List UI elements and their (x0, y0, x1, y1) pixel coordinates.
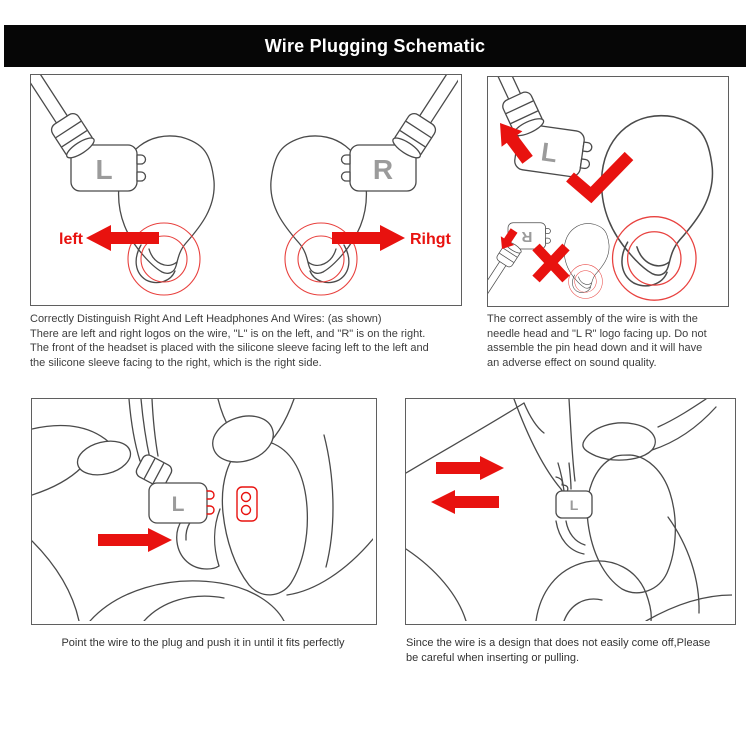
push-hand-drawing (32, 399, 373, 621)
header-bar (4, 25, 746, 67)
right-plug-letter: R (372, 154, 394, 185)
panel-assembly-illustration (487, 76, 729, 307)
pull-plug-letter: L (569, 497, 579, 513)
left-plug-drawing (31, 75, 145, 191)
panel-push-illustration (31, 398, 377, 625)
page-title: Wire Plugging Schematic (264, 35, 486, 56)
distinguish-earbuds-drawing (31, 75, 458, 302)
push-plug-drawing (149, 483, 214, 523)
push-caption: Point the wire to the plug and push it in until it fits perfectly (61, 637, 345, 649)
description-line: There are left and right logos on the wire, "L" is on the left, and "R" is on the right. (30, 327, 426, 340)
assembly-drawing (488, 77, 725, 303)
assembly-description (487, 312, 733, 370)
wrong-earbud-drawing (564, 224, 609, 299)
description-line: an adverse effect on sound quality. (487, 356, 657, 369)
fingertip-drawing (207, 408, 280, 469)
pull-arrow-icon (431, 490, 499, 514)
left-direction-arrow-icon (86, 225, 159, 251)
description-line: assemble the pin head down and it will have (487, 342, 703, 355)
wrong-plug-letter: R (521, 228, 533, 245)
left-plug-letter: L (95, 154, 113, 185)
earbud-body-drawing (222, 441, 307, 595)
distinguish-description (30, 312, 472, 370)
panel-distinguish-illustration (30, 74, 462, 306)
push-arrow-icon (98, 528, 172, 552)
right-arrow-label: Rihgt (410, 231, 451, 248)
plug-pins-icon (207, 491, 214, 514)
caption-line: be careful when inserting or pulling. (406, 652, 580, 664)
pull-caption (406, 636, 726, 666)
panel-pull-illustration (405, 398, 736, 625)
cross-wrong-icon (536, 247, 566, 279)
push-plug-letter: L (171, 493, 185, 516)
right-direction-arrow-icon (332, 225, 405, 251)
description-line: needle head and "L R" logo facing up. Do not (487, 327, 707, 340)
right-plug-drawing (342, 75, 459, 191)
left-arrow-label: left (59, 231, 83, 248)
fingertip-drawing (583, 423, 655, 460)
pull-hand-drawing (406, 399, 732, 621)
caption-line: Since the wire is a design that does not easily come off,Please (406, 637, 711, 649)
correct-plug-letter: L (539, 136, 560, 169)
description-line: the silicone sleeve facing to the right, which is the right side. (30, 356, 322, 369)
description-line: The front of the headset is placed with the silicone sleeve facing left to the left and (30, 342, 429, 355)
pull-plug-drawing (556, 491, 592, 518)
correct-earbud-drawing (602, 116, 713, 301)
two-pin-socket-icon (237, 487, 257, 521)
description-line: Correctly Distinguish Right And Left Headphones And Wires: (as shown) (30, 313, 382, 325)
insert-arrow-icon (436, 456, 504, 480)
fingertip-drawing (74, 436, 134, 480)
description-line: The correct assembly of the wire is with the (487, 313, 698, 325)
wrong-plug-drawing (488, 223, 550, 303)
